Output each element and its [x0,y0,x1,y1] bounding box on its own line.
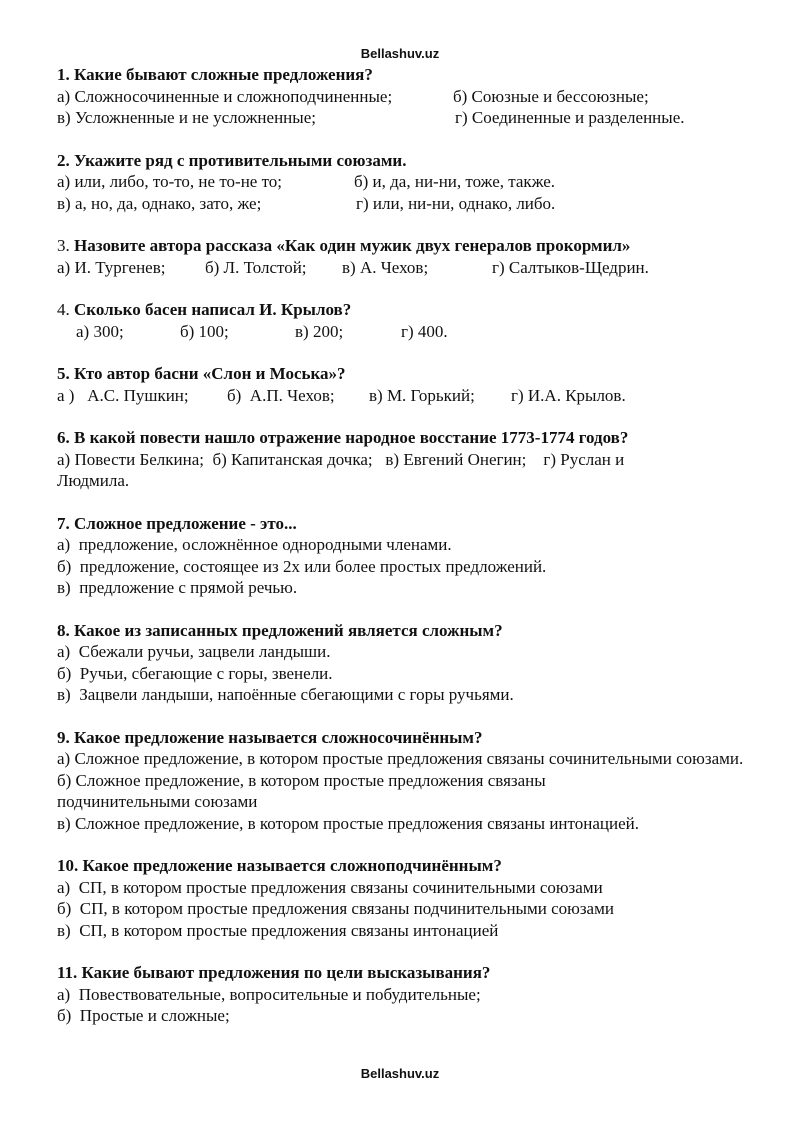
question-title: 7. Сложное предложение - это... [57,513,297,533]
answer-row [57,385,757,407]
answer-row [57,193,757,215]
question-text: Назовите автора рассказа «Как один мужик двух генералов прокормил» [74,236,631,255]
answer-option: а) И. Тургенев; [57,257,166,277]
question-title: 11. Какие бывают предложения по цели высказывания? [57,963,491,982]
question-number: 4. [57,300,74,319]
answer-option: а) Сложное предложение, в котором простые предложения связаны сочинительными союзами. [57,749,744,768]
answer-option: в) 200; [295,321,344,341]
quiz-content [57,64,757,1048]
answer-option: в) СП, в котором простые предложения связаны интонацией [57,920,499,940]
answer-option: б) А.П. Чехов; [227,385,335,405]
question-title: 10. Какое предложение называется сложноподчинённым? [57,856,502,875]
question-4 [57,299,757,342]
answer-option: в) а, но, да, однако, зато, же; [57,193,262,213]
question-2 [57,150,757,215]
answer-option: г) Салтыков-Щедрин. [492,257,649,277]
question-title: 2. Укажите ряд с противительными союзами. [57,150,407,170]
answer-option: а ) А.С. Пушкин; [57,385,189,405]
answer-option: г) Соединенные и разделенные. [455,108,685,127]
answer-option: а) Сложносочиненные и сложноподчиненные; [57,86,393,106]
question-number: 3. [57,236,74,255]
question-11 [57,962,757,1027]
answer-option: в) А. Чехов; [342,257,429,277]
question-9 [57,727,757,835]
answer-option: г) И.А. Крылов. [511,385,626,405]
answer-row [57,257,757,279]
answer-option: б) предложение, состоящее из 2х или более простых предложений. [57,556,547,576]
answer-option: в) М. Горький; [369,385,475,405]
answer-option: б) Простые и сложные; [57,1006,230,1025]
question-text: Сколько басен написал И. Крылов? [74,300,352,319]
answer-option: в) Зацвели ландыши, напоённые сбегающими с горы ручьями. [57,685,514,704]
answer-option: а) Сбежали ручьи, зацвели ландыши. [57,642,331,661]
answer-option: в) Усложненные и не усложненные; [57,108,316,127]
question-title: 1. Какие бывают сложные предложения? [57,65,373,84]
answer-option: г) 400. [401,321,448,341]
answer-option: а) СП, в котором простые предложения связаны сочинительными союзами [57,877,603,897]
answer-option: а) или, либо, то-то, не то-не то; [57,172,283,191]
answer-option: б) Союзные и бессоюзные; [453,86,649,106]
question-8 [57,620,757,706]
answer-option: б) Ручьи, сбегающие с горы, звенели. [57,663,333,683]
question-title: 5. Кто автор басни «Слон и Моська»? [57,364,346,383]
answer-row [57,107,757,129]
question-3 [57,235,757,278]
answer-option: в) Сложное предложение, в котором простые предложения связаны интонацией. [57,813,639,833]
question-title [57,235,757,257]
answer-row [57,321,757,343]
question-7 [57,513,757,599]
answer-option: а) предложение, осложнённое однородными членами. [57,535,452,554]
answer-option: б) Сложное предложение, в котором простые предложения связаны подчинительными союзами [57,770,546,811]
question-5 [57,363,757,406]
question-title: 6. В какой повести нашло отражение народное восстание 1773-1774 годов? [57,428,629,447]
question-title: 9. Какое предложение называется сложносочинённым? [57,727,483,747]
question-title: 8. Какое из записанных предложений является сложным? [57,620,503,640]
question-1 [57,64,757,129]
answer-option: б) 100; [180,321,229,341]
answer-option: а) 300; [76,321,124,341]
question-title [57,299,757,321]
question-6 [57,427,757,492]
answer-option: г) или, ни-ни, однако, либо. [356,193,556,213]
page-header-site: Bellashuv.uz [360,46,440,61]
page-footer-site: Bellashuv.uz [360,1066,440,1081]
answer-row [57,86,757,108]
answer-option: б) и, да, ни-ни, тоже, также. [354,172,556,191]
answer-options-text: а) Повести Белкина; б) Капитанская дочка; в) Евгений Онегин; г) Руслан и Людмила. [57,449,629,490]
question-10 [57,855,757,941]
answer-row [57,171,757,193]
answer-option: в) предложение с прямой речью. [57,578,298,597]
answer-option: б) Л. Толстой; [205,257,307,277]
answer-option: а) Повествовательные, вопросительные и побудительные; [57,984,481,1004]
answer-option: б) СП, в котором простые предложения связаны подчинительными союзами [57,899,614,918]
